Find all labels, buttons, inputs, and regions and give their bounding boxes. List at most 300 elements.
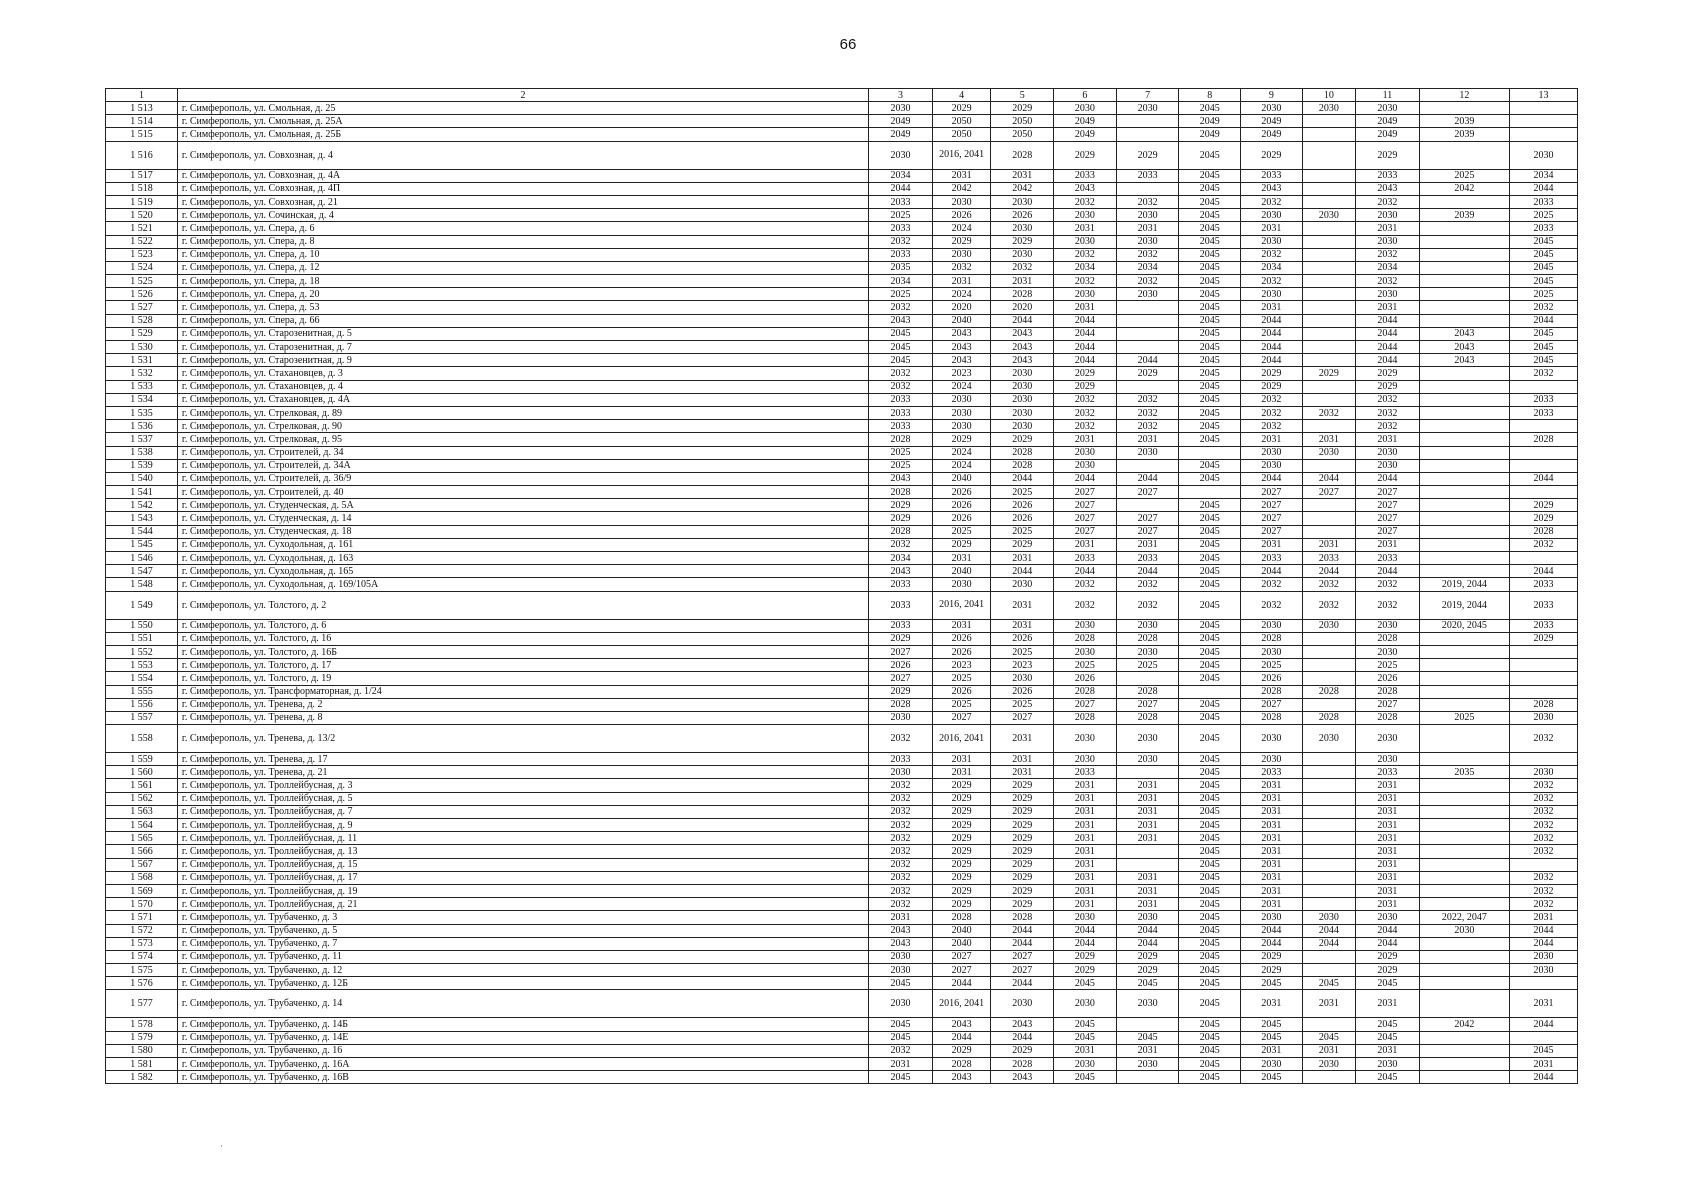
row-number-cell: 1 530 bbox=[106, 341, 178, 354]
year-cell: 2028 bbox=[1241, 685, 1303, 698]
address-cell: г. Симферополь, ул. Суходольная, д. 163 bbox=[177, 552, 868, 565]
year-cell: 2030 bbox=[1356, 446, 1420, 459]
year-cell: 2045 bbox=[1179, 911, 1241, 924]
year-cell: 2030 bbox=[1356, 102, 1420, 115]
year-cell: 2045 bbox=[1179, 1018, 1241, 1031]
year-cell: 2045 bbox=[1054, 1031, 1117, 1044]
row-number-cell: 1 536 bbox=[106, 420, 178, 433]
year-cell: 2032 bbox=[1116, 275, 1179, 288]
year-cell: 2043 bbox=[1419, 327, 1509, 340]
year-cell: 2027 bbox=[869, 645, 933, 658]
table-row bbox=[106, 990, 1578, 1018]
year-cell: 2028 bbox=[1241, 711, 1303, 724]
row-number-cell: 1 533 bbox=[106, 380, 178, 393]
year-cell bbox=[1302, 672, 1355, 685]
year-cell: 2027 bbox=[932, 950, 991, 963]
year-cell: 2027 bbox=[1116, 486, 1179, 499]
address-cell: г. Симферополь, ул. Троллейбусная, д. 21 bbox=[177, 898, 868, 911]
year-cell: 2024 bbox=[932, 222, 991, 235]
year-cell: 2027 bbox=[1116, 698, 1179, 711]
year-cell: 2027 bbox=[991, 964, 1054, 977]
row-number-cell: 1 519 bbox=[106, 195, 178, 208]
year-cell: 2024 bbox=[932, 446, 991, 459]
year-cell: 2034 bbox=[869, 552, 933, 565]
table-row bbox=[106, 486, 1578, 499]
year-cell: 2030 bbox=[1116, 446, 1179, 459]
table-row bbox=[106, 472, 1578, 485]
year-cell: 2043 bbox=[991, 1071, 1054, 1084]
year-cell: 2029 bbox=[1116, 964, 1179, 977]
year-cell: 2029 bbox=[1356, 964, 1420, 977]
row-number-cell: 1 576 bbox=[106, 977, 178, 990]
year-cell: 2031 bbox=[1241, 884, 1303, 897]
address-cell: г. Симферополь, ул. Толстого, д. 16 bbox=[177, 632, 868, 645]
year-cell: 2045 bbox=[1241, 977, 1303, 990]
table-row bbox=[106, 937, 1578, 950]
year-cell: 2028 bbox=[1116, 685, 1179, 698]
year-cell bbox=[1419, 698, 1509, 711]
year-cell: 2029 bbox=[991, 235, 1054, 248]
address-cell: г. Симферополь, ул. Трубаченко, д. 14Е bbox=[177, 1031, 868, 1044]
year-cell bbox=[1302, 499, 1355, 512]
year-cell bbox=[1419, 380, 1509, 393]
table-row bbox=[106, 222, 1578, 235]
year-cell: 2045 bbox=[1179, 380, 1241, 393]
year-cell: 2045 bbox=[1510, 327, 1578, 340]
year-cell: 2030 bbox=[1510, 141, 1578, 169]
row-number-cell: 1 573 bbox=[106, 937, 178, 950]
year-cell bbox=[1302, 779, 1355, 792]
year-cell: 2044 bbox=[1510, 924, 1578, 937]
year-cell: 2030 bbox=[1356, 235, 1420, 248]
address-cell: г. Симферополь, ул. Стахановцев, д. 4А bbox=[177, 393, 868, 406]
year-cell: 2032 bbox=[1241, 420, 1303, 433]
year-cell: 2030 bbox=[932, 406, 991, 419]
year-cell: 2031 bbox=[1054, 222, 1117, 235]
year-cell: 2044 bbox=[1054, 354, 1117, 367]
table-row bbox=[106, 858, 1578, 871]
year-cell bbox=[1302, 182, 1355, 195]
year-cell: 2022, 2047 bbox=[1419, 911, 1509, 924]
table-row bbox=[106, 128, 1578, 141]
year-cell bbox=[1116, 499, 1179, 512]
row-number-cell: 1 516 bbox=[106, 141, 178, 169]
year-cell bbox=[1116, 845, 1179, 858]
year-cell bbox=[1302, 871, 1355, 884]
address-cell: г. Симферополь, ул. Стахановцев, д. 3 bbox=[177, 367, 868, 380]
year-cell bbox=[1116, 1018, 1179, 1031]
year-cell: 2028 bbox=[869, 525, 933, 538]
year-cell bbox=[1116, 301, 1179, 314]
address-cell: г. Симферополь, ул. Смольная, д. 25 bbox=[177, 102, 868, 115]
year-cell: 2016, 2041 bbox=[932, 990, 991, 1018]
year-cell: 2031 bbox=[1356, 990, 1420, 1018]
year-cell: 2029 bbox=[1116, 367, 1179, 380]
year-cell: 2034 bbox=[1356, 261, 1420, 274]
year-cell: 2029 bbox=[1510, 512, 1578, 525]
year-cell: 2024 bbox=[932, 380, 991, 393]
address-cell: г. Симферополь, ул. Трубаченко, д. 16 bbox=[177, 1044, 868, 1057]
year-cell: 2031 bbox=[1356, 222, 1420, 235]
year-cell: 2029 bbox=[991, 871, 1054, 884]
row-number-cell: 1 513 bbox=[106, 102, 178, 115]
year-cell: 2029 bbox=[932, 858, 991, 871]
year-cell bbox=[1302, 459, 1355, 472]
year-cell: 2026 bbox=[932, 632, 991, 645]
year-cell: 2026 bbox=[1356, 672, 1420, 685]
year-cell bbox=[1302, 632, 1355, 645]
address-cell: г. Симферополь, ул. Спера, д. 12 bbox=[177, 261, 868, 274]
row-number-cell: 1 522 bbox=[106, 235, 178, 248]
year-cell: 2033 bbox=[1510, 591, 1578, 619]
year-cell: 2028 bbox=[932, 1058, 991, 1071]
year-cell: 2045 bbox=[1179, 288, 1241, 301]
year-cell: 2031 bbox=[1054, 538, 1117, 551]
year-cell: 2044 bbox=[1510, 472, 1578, 485]
year-cell: 2032 bbox=[869, 301, 933, 314]
year-cell: 2045 bbox=[1179, 367, 1241, 380]
year-cell: 2030 bbox=[991, 248, 1054, 261]
row-number-cell: 1 542 bbox=[106, 499, 178, 512]
header-cell: 11 bbox=[1356, 89, 1420, 102]
year-cell bbox=[1510, 685, 1578, 698]
year-cell bbox=[1419, 393, 1509, 406]
year-cell: 2026 bbox=[932, 209, 991, 222]
year-cell bbox=[1302, 645, 1355, 658]
year-cell: 2031 bbox=[869, 1058, 933, 1071]
table-row bbox=[106, 711, 1578, 724]
row-number-cell: 1 528 bbox=[106, 314, 178, 327]
row-number-cell: 1 563 bbox=[106, 805, 178, 818]
year-cell: 2045 bbox=[1179, 565, 1241, 578]
year-cell: 2032 bbox=[869, 871, 933, 884]
year-cell: 2045 bbox=[1179, 354, 1241, 367]
row-number-cell: 1 531 bbox=[106, 354, 178, 367]
header-cell: 1 bbox=[106, 89, 178, 102]
year-cell: 2045 bbox=[1179, 845, 1241, 858]
year-cell: 2028 bbox=[1356, 685, 1420, 698]
year-cell: 2045 bbox=[1179, 672, 1241, 685]
year-cell: 2043 bbox=[932, 327, 991, 340]
year-cell bbox=[1510, 486, 1578, 499]
year-cell: 2040 bbox=[932, 565, 991, 578]
row-number-cell: 1 555 bbox=[106, 685, 178, 698]
year-cell: 2030 bbox=[1302, 446, 1355, 459]
year-cell: 2029 bbox=[1054, 380, 1117, 393]
year-cell: 2033 bbox=[869, 420, 933, 433]
year-cell: 2030 bbox=[869, 766, 933, 779]
year-cell: 2031 bbox=[1356, 832, 1420, 845]
year-cell: 2045 bbox=[1054, 1018, 1117, 1031]
year-cell: 2030 bbox=[1241, 288, 1303, 301]
year-cell: 2032 bbox=[1241, 275, 1303, 288]
year-cell: 2027 bbox=[1054, 499, 1117, 512]
year-cell bbox=[1419, 779, 1509, 792]
year-cell: 2029 bbox=[932, 898, 991, 911]
year-cell: 2030 bbox=[991, 990, 1054, 1018]
year-cell bbox=[1419, 884, 1509, 897]
address-cell: г. Симферополь, ул. Спера, д. 66 bbox=[177, 314, 868, 327]
row-number-cell: 1 557 bbox=[106, 711, 178, 724]
year-cell: 2045 bbox=[1179, 341, 1241, 354]
year-cell: 2032 bbox=[1241, 591, 1303, 619]
year-cell: 2029 bbox=[932, 102, 991, 115]
year-cell: 2029 bbox=[1241, 950, 1303, 963]
year-cell: 2030 bbox=[1356, 753, 1420, 766]
year-cell bbox=[1302, 327, 1355, 340]
address-cell: г. Симферополь, ул. Трубаченко, д. 3 bbox=[177, 911, 868, 924]
year-cell: 2032 bbox=[1356, 591, 1420, 619]
year-cell: 2045 bbox=[1302, 1031, 1355, 1044]
table-row bbox=[106, 406, 1578, 419]
year-cell: 2032 bbox=[869, 805, 933, 818]
year-cell bbox=[1302, 805, 1355, 818]
year-cell: 2028 bbox=[1241, 632, 1303, 645]
year-cell: 2045 bbox=[869, 977, 933, 990]
year-cell: 2045 bbox=[1179, 871, 1241, 884]
address-cell: г. Симферополь, ул. Совхозная, д. 4П bbox=[177, 182, 868, 195]
year-cell bbox=[1419, 288, 1509, 301]
year-cell: 2030 bbox=[869, 711, 933, 724]
year-cell: 2044 bbox=[1302, 472, 1355, 485]
year-cell bbox=[1419, 672, 1509, 685]
address-cell: г. Симферополь, ул. Толстого, д. 2 bbox=[177, 591, 868, 619]
year-cell bbox=[1419, 964, 1509, 977]
address-cell: г. Симферополь, ул. Спера, д. 18 bbox=[177, 275, 868, 288]
header-cell: 3 bbox=[869, 89, 933, 102]
year-cell: 2032 bbox=[1116, 195, 1179, 208]
year-cell: 2029 bbox=[991, 858, 1054, 871]
year-cell bbox=[1419, 1058, 1509, 1071]
year-cell: 2032 bbox=[1510, 871, 1578, 884]
year-cell: 2033 bbox=[1241, 766, 1303, 779]
table-row bbox=[106, 512, 1578, 525]
table-row bbox=[106, 301, 1578, 314]
year-cell bbox=[1510, 115, 1578, 128]
year-cell: 2028 bbox=[869, 486, 933, 499]
year-cell: 2045 bbox=[869, 327, 933, 340]
table-row bbox=[106, 195, 1578, 208]
year-cell: 2045 bbox=[1179, 832, 1241, 845]
year-cell bbox=[1419, 937, 1509, 950]
year-cell: 2045 bbox=[1179, 235, 1241, 248]
row-number-cell: 1 551 bbox=[106, 632, 178, 645]
year-cell bbox=[1419, 845, 1509, 858]
year-cell bbox=[1419, 459, 1509, 472]
year-cell: 2033 bbox=[1510, 195, 1578, 208]
table-row bbox=[106, 1071, 1578, 1084]
year-cell bbox=[1419, 433, 1509, 446]
year-cell: 2044 bbox=[1356, 924, 1420, 937]
year-cell: 2030 bbox=[1241, 619, 1303, 632]
year-cell: 2032 bbox=[1302, 591, 1355, 619]
year-cell: 2033 bbox=[869, 753, 933, 766]
year-cell bbox=[1302, 128, 1355, 141]
year-cell: 2034 bbox=[1241, 261, 1303, 274]
year-cell: 2029 bbox=[991, 845, 1054, 858]
year-cell: 2033 bbox=[869, 619, 933, 632]
year-cell bbox=[1419, 141, 1509, 169]
year-cell: 2045 bbox=[1179, 420, 1241, 433]
year-cell: 2030 bbox=[1356, 1058, 1420, 1071]
year-cell: 2031 bbox=[1241, 990, 1303, 1018]
header-cell: 9 bbox=[1241, 89, 1303, 102]
year-cell: 2039 bbox=[1419, 128, 1509, 141]
table-row bbox=[106, 314, 1578, 327]
row-number-cell: 1 552 bbox=[106, 645, 178, 658]
year-cell: 2040 bbox=[932, 472, 991, 485]
row-number-cell: 1 572 bbox=[106, 924, 178, 937]
year-cell: 2030 bbox=[991, 406, 1054, 419]
address-cell: г. Симферополь, ул. Студенческая, д. 14 bbox=[177, 512, 868, 525]
year-cell bbox=[1419, 792, 1509, 805]
header-cell: 5 bbox=[991, 89, 1054, 102]
year-cell: 2031 bbox=[1116, 819, 1179, 832]
year-cell: 2045 bbox=[1510, 354, 1578, 367]
year-cell: 2045 bbox=[1179, 472, 1241, 485]
year-cell: 2027 bbox=[869, 672, 933, 685]
row-number-cell: 1 559 bbox=[106, 753, 178, 766]
year-cell: 2031 bbox=[1054, 433, 1117, 446]
year-cell: 2027 bbox=[1241, 486, 1303, 499]
year-cell: 2026 bbox=[991, 685, 1054, 698]
year-cell: 2029 bbox=[1054, 950, 1117, 963]
row-number-cell: 1 514 bbox=[106, 115, 178, 128]
year-cell: 2031 bbox=[1302, 990, 1355, 1018]
year-cell: 2027 bbox=[1116, 512, 1179, 525]
year-cell: 2045 bbox=[1356, 977, 1420, 990]
year-cell: 2043 bbox=[869, 924, 933, 937]
year-cell: 2031 bbox=[1054, 871, 1117, 884]
address-cell: г. Симферополь, ул. Толстого, д. 19 bbox=[177, 672, 868, 685]
year-cell: 2030 bbox=[1302, 725, 1355, 753]
year-cell: 2032 bbox=[1054, 393, 1117, 406]
year-cell: 2045 bbox=[1179, 578, 1241, 591]
year-cell bbox=[1116, 672, 1179, 685]
year-cell: 2043 bbox=[869, 565, 933, 578]
year-cell: 2033 bbox=[1054, 169, 1117, 182]
year-cell: 2029 bbox=[991, 433, 1054, 446]
year-cell bbox=[1116, 341, 1179, 354]
header-cell: 12 bbox=[1419, 89, 1509, 102]
year-cell: 2031 bbox=[932, 275, 991, 288]
year-cell: 2045 bbox=[1179, 209, 1241, 222]
year-cell bbox=[1419, 632, 1509, 645]
year-cell bbox=[1302, 288, 1355, 301]
year-cell: 2044 bbox=[991, 924, 1054, 937]
address-cell: г. Симферополь, ул. Трубаченко, д. 12Б bbox=[177, 977, 868, 990]
year-cell: 2029 bbox=[991, 805, 1054, 818]
year-cell: 2031 bbox=[1116, 884, 1179, 897]
address-cell: г. Симферополь, ул. Студенческая, д. 5А bbox=[177, 499, 868, 512]
year-cell: 2028 bbox=[1116, 711, 1179, 724]
year-cell: 2032 bbox=[869, 792, 933, 805]
year-cell: 2042 bbox=[932, 182, 991, 195]
year-cell: 2031 bbox=[1116, 871, 1179, 884]
address-cell: г. Симферополь, ул. Троллейбусная, д. 15 bbox=[177, 858, 868, 871]
year-cell: 2033 bbox=[1241, 552, 1303, 565]
year-cell: 2043 bbox=[1054, 182, 1117, 195]
year-cell bbox=[1419, 645, 1509, 658]
table-body bbox=[106, 102, 1578, 1084]
year-cell: 2028 bbox=[1356, 632, 1420, 645]
year-cell: 2034 bbox=[869, 275, 933, 288]
year-cell: 2030 bbox=[991, 578, 1054, 591]
year-cell: 2029 bbox=[932, 871, 991, 884]
year-cell bbox=[1419, 858, 1509, 871]
year-cell: 2043 bbox=[869, 937, 933, 950]
year-cell: 2031 bbox=[1054, 779, 1117, 792]
row-number-cell: 1 578 bbox=[106, 1018, 178, 1031]
year-cell: 2045 bbox=[1179, 459, 1241, 472]
year-cell bbox=[1419, 819, 1509, 832]
year-cell: 2050 bbox=[932, 115, 991, 128]
year-cell: 2026 bbox=[932, 685, 991, 698]
year-cell: 2044 bbox=[932, 977, 991, 990]
year-cell: 2032 bbox=[869, 884, 933, 897]
year-cell: 2032 bbox=[1356, 420, 1420, 433]
year-cell: 2044 bbox=[1054, 924, 1117, 937]
year-cell bbox=[1116, 380, 1179, 393]
year-cell: 2026 bbox=[991, 499, 1054, 512]
year-cell: 2026 bbox=[869, 659, 933, 672]
year-cell: 2032 bbox=[1356, 406, 1420, 419]
year-cell: 2031 bbox=[1241, 222, 1303, 235]
year-cell: 2031 bbox=[1054, 1044, 1117, 1057]
year-cell: 2031 bbox=[1116, 433, 1179, 446]
year-cell: 2028 bbox=[1510, 433, 1578, 446]
year-cell: 2030 bbox=[1054, 990, 1117, 1018]
address-cell: г. Симферополь, ул. Трубаченко, д. 7 bbox=[177, 937, 868, 950]
year-cell: 2029 bbox=[932, 805, 991, 818]
address-cell: г. Симферополь, ул. Троллейбусная, д. 19 bbox=[177, 884, 868, 897]
year-cell: 2040 bbox=[932, 924, 991, 937]
table-row bbox=[106, 911, 1578, 924]
year-cell: 2045 bbox=[1179, 499, 1241, 512]
year-cell: 2031 bbox=[1356, 898, 1420, 911]
year-cell: 2027 bbox=[991, 711, 1054, 724]
year-cell bbox=[1419, 832, 1509, 845]
year-cell: 2044 bbox=[991, 565, 1054, 578]
table-row bbox=[106, 459, 1578, 472]
year-cell bbox=[1419, 990, 1509, 1018]
table-row bbox=[106, 845, 1578, 858]
year-cell: 2030 bbox=[869, 950, 933, 963]
year-cell: 2033 bbox=[1510, 393, 1578, 406]
year-cell: 2030 bbox=[1356, 725, 1420, 753]
row-number-cell: 1 520 bbox=[106, 209, 178, 222]
year-cell: 2030 bbox=[1241, 459, 1303, 472]
year-cell: 2027 bbox=[1356, 512, 1420, 525]
year-cell: 2030 bbox=[1054, 459, 1117, 472]
row-number-cell: 1 575 bbox=[106, 964, 178, 977]
year-cell: 2049 bbox=[1241, 128, 1303, 141]
year-cell: 2031 bbox=[1241, 433, 1303, 446]
header-cell: 13 bbox=[1510, 89, 1578, 102]
year-cell: 2030 bbox=[991, 393, 1054, 406]
year-cell: 2033 bbox=[1302, 552, 1355, 565]
row-number-cell: 1 535 bbox=[106, 406, 178, 419]
year-cell: 2031 bbox=[1241, 871, 1303, 884]
table-row bbox=[106, 766, 1578, 779]
year-cell bbox=[1302, 314, 1355, 327]
year-cell: 2044 bbox=[1241, 314, 1303, 327]
year-cell: 2030 bbox=[1054, 209, 1117, 222]
year-cell: 2043 bbox=[869, 314, 933, 327]
year-cell: 2045 bbox=[1302, 977, 1355, 990]
year-cell: 2032 bbox=[1356, 195, 1420, 208]
year-cell: 2042 bbox=[1419, 182, 1509, 195]
